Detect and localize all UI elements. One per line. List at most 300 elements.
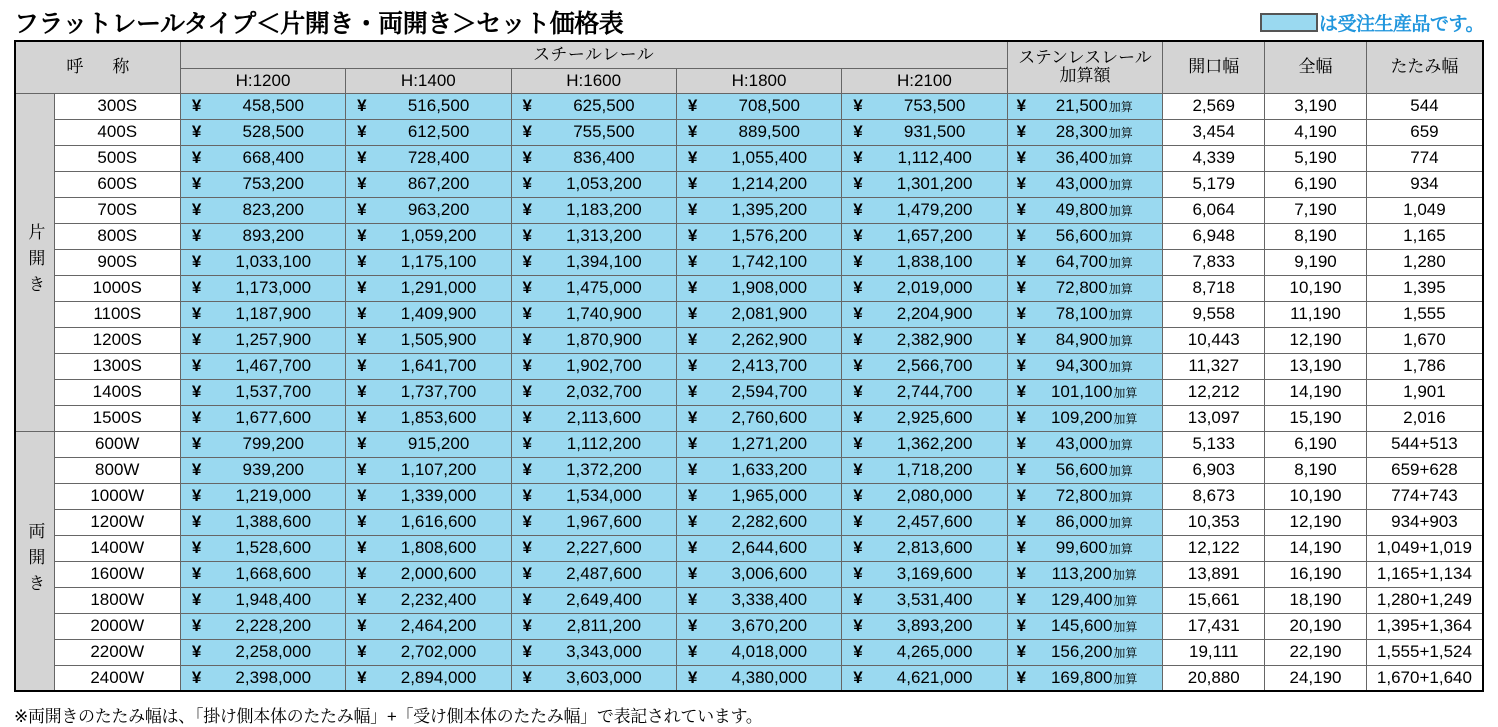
yen-sign-icon: ¥: [853, 122, 863, 142]
yen-sign-icon: ¥: [687, 252, 698, 272]
cell-opening-width: 2,569: [1163, 93, 1265, 119]
price-value: 1,107,200: [400, 460, 477, 480]
cell-steel-price: [676, 171, 841, 197]
cell-steel-price: [511, 301, 676, 327]
price-value: 2,228,200: [235, 616, 312, 636]
cell-stainless-surcharge: [1007, 613, 1163, 639]
cell-steel-price: [180, 639, 345, 665]
cell-folded-width: 1,555+1,524: [1366, 639, 1483, 665]
cell-steel-price: [842, 145, 1007, 171]
cell-steel-price: [346, 379, 511, 405]
table-row: [15, 249, 1483, 275]
yen-sign-icon: ¥: [191, 590, 202, 610]
table-row: [15, 275, 1483, 301]
cell-total-width: 14,190: [1265, 535, 1367, 561]
surcharge-suffix: 加算: [1113, 646, 1138, 661]
row-group-label-text: 両開き: [25, 521, 45, 600]
cell-steel-price: [180, 665, 345, 691]
cell-opening-width: 10,353: [1163, 509, 1265, 535]
cell-model-name: 1600W: [54, 561, 180, 587]
price-value: 1,055,400: [731, 148, 808, 168]
cell-steel-price: [180, 457, 345, 483]
cell-steel-price: [511, 197, 676, 223]
cell-steel-price: [180, 379, 345, 405]
cell-steel-price: [180, 301, 345, 327]
cell-folded-width: 1,049+1,019: [1366, 535, 1483, 561]
yen-sign-icon: ¥: [687, 330, 698, 350]
cell-steel-price: [346, 483, 511, 509]
yen-sign-icon: ¥: [853, 148, 863, 168]
price-value: 2,398,000: [235, 667, 312, 687]
cell-stainless-surcharge: [1007, 353, 1163, 379]
surcharge-value: 99,600: [1055, 538, 1108, 558]
cell-total-width: 14,190: [1265, 379, 1367, 405]
row-group-label: [15, 93, 54, 431]
cell-stainless-surcharge: [1007, 379, 1163, 405]
cell-folded-width: 544+513: [1366, 431, 1483, 457]
yen-sign-icon: ¥: [522, 512, 532, 532]
surcharge-suffix: 加算: [1113, 671, 1138, 686]
yen-sign-icon: ¥: [522, 200, 532, 220]
price-value: 1,677,600: [235, 408, 312, 428]
column-header-name: 呼 称: [15, 41, 180, 93]
price-value: 2,594,700: [731, 382, 808, 402]
column-header-h1800: H:1800: [676, 68, 841, 93]
surcharge-value: 28,300: [1055, 122, 1108, 142]
cell-opening-width: 5,133: [1163, 431, 1265, 457]
yen-sign-icon: ¥: [853, 667, 863, 687]
price-value: 1,718,200: [896, 460, 973, 480]
surcharge-value: 64,700: [1055, 252, 1108, 272]
cell-steel-price: [511, 483, 676, 509]
cell-model-name: 1500S: [54, 405, 180, 431]
surcharge-value: 94,300: [1055, 356, 1108, 376]
cell-stainless-surcharge: [1007, 145, 1163, 171]
cell-steel-price: [346, 171, 511, 197]
yen-sign-icon: ¥: [1016, 408, 1027, 428]
cell-steel-price: [346, 535, 511, 561]
cell-model-name: 400S: [54, 119, 180, 145]
yen-sign-icon: ¥: [191, 434, 202, 454]
cell-stainless-surcharge: [1007, 327, 1163, 353]
cell-stainless-surcharge: [1007, 483, 1163, 509]
cell-steel-price: [346, 223, 511, 249]
price-value: 3,531,400: [896, 590, 973, 610]
stainless-line-1: ステンレスレール: [1018, 48, 1152, 68]
price-value: 2,382,900: [896, 330, 973, 350]
cell-stainless-surcharge: [1007, 639, 1163, 665]
yen-sign-icon: ¥: [357, 148, 367, 168]
price-value: 528,500: [242, 122, 304, 142]
yen-sign-icon: ¥: [687, 564, 698, 584]
surcharge-value: 156,200: [1050, 642, 1113, 662]
cell-opening-width: 12,212: [1163, 379, 1265, 405]
price-value: 1,388,600: [235, 512, 312, 532]
cell-opening-width: 15,661: [1163, 587, 1265, 613]
cell-steel-price: [842, 275, 1007, 301]
page-header: [14, 0, 1484, 40]
surcharge-value: 56,600: [1055, 226, 1108, 246]
price-value: 1,737,700: [400, 382, 477, 402]
cell-opening-width: 12,122: [1163, 535, 1265, 561]
yen-sign-icon: ¥: [853, 252, 863, 272]
yen-sign-icon: ¥: [522, 122, 532, 142]
yen-sign-icon: ¥: [1016, 356, 1027, 376]
surcharge-value: 169,800: [1050, 667, 1113, 687]
cell-steel-price: [180, 145, 345, 171]
price-value: 2,019,000: [896, 278, 973, 298]
yen-sign-icon: ¥: [357, 642, 367, 662]
cell-steel-price: [676, 275, 841, 301]
cell-steel-price: [676, 119, 841, 145]
table-row: [15, 457, 1483, 483]
price-value: 915,200: [407, 434, 470, 454]
cell-stainless-surcharge: [1007, 249, 1163, 275]
yen-sign-icon: ¥: [191, 278, 202, 298]
cell-steel-price: [511, 613, 676, 639]
price-value: 1,870,900: [566, 330, 642, 350]
table-row: [15, 171, 1483, 197]
price-value: 1,633,200: [731, 460, 808, 480]
yen-sign-icon: ¥: [853, 512, 863, 532]
yen-sign-icon: ¥: [687, 304, 698, 324]
column-header-opening-width: 開口幅: [1163, 41, 1265, 93]
cell-stainless-surcharge: [1007, 171, 1163, 197]
cell-steel-price: [511, 249, 676, 275]
yen-sign-icon: ¥: [522, 226, 532, 246]
surcharge-value: 43,000: [1055, 434, 1108, 454]
cell-steel-price: [676, 223, 841, 249]
price-value: 2,487,600: [566, 564, 642, 584]
cell-steel-price: [346, 457, 511, 483]
cell-steel-price: [842, 665, 1007, 691]
price-value: 931,500: [903, 122, 966, 142]
cell-steel-price: [676, 587, 841, 613]
surcharge-value: 113,200: [1051, 564, 1112, 584]
yen-sign-icon: ¥: [853, 96, 863, 116]
cell-steel-price: [511, 327, 676, 353]
price-value: 3,670,200: [731, 616, 808, 636]
price-value: 2,080,000: [896, 486, 973, 506]
yen-sign-icon: ¥: [522, 564, 532, 584]
price-value: 1,394,100: [566, 252, 642, 272]
surcharge-value: 78,100: [1055, 304, 1108, 324]
price-value: 2,262,900: [731, 330, 808, 350]
surcharge-suffix: 加算: [1112, 568, 1137, 583]
surcharge-value: 72,800: [1055, 278, 1108, 298]
yen-sign-icon: ¥: [1016, 330, 1027, 350]
yen-sign-icon: ¥: [522, 408, 532, 428]
cell-total-width: 13,190: [1265, 353, 1367, 379]
yen-sign-icon: ¥: [191, 174, 202, 194]
surcharge-value: 21,500: [1055, 96, 1108, 116]
cell-steel-price: [511, 535, 676, 561]
cell-steel-price: [180, 327, 345, 353]
price-value: 2,113,600: [566, 408, 642, 428]
cell-model-name: 700S: [54, 197, 180, 223]
yen-sign-icon: ¥: [853, 226, 863, 246]
yen-sign-icon: ¥: [357, 460, 367, 480]
cell-total-width: 12,190: [1265, 509, 1367, 535]
yen-sign-icon: ¥: [191, 148, 202, 168]
price-value: 1,505,900: [400, 330, 477, 350]
price-value: 939,200: [242, 460, 304, 480]
cell-steel-price: [346, 639, 511, 665]
cell-steel-price: [511, 639, 676, 665]
cell-steel-price: [346, 431, 511, 457]
row-group-label-text: 片開き: [25, 223, 45, 301]
price-value: 1,033,100: [235, 252, 312, 272]
surcharge-suffix: 加算: [1108, 516, 1133, 531]
yen-sign-icon: ¥: [853, 200, 863, 220]
cell-steel-price: [346, 93, 511, 119]
cell-steel-price: [180, 171, 345, 197]
table-row: [15, 613, 1483, 639]
price-value: 3,006,600: [731, 564, 808, 584]
surcharge-value: 36,400: [1055, 148, 1108, 168]
column-header-total-width: 全幅: [1265, 41, 1367, 93]
yen-sign-icon: ¥: [522, 174, 532, 194]
yen-sign-icon: ¥: [687, 590, 698, 610]
price-value: 1,173,000: [235, 278, 312, 298]
yen-sign-icon: ¥: [357, 538, 367, 558]
cell-steel-price: [180, 535, 345, 561]
cell-model-name: 900S: [54, 249, 180, 275]
column-header-steel-rail: スチールレール: [180, 41, 1007, 68]
yen-sign-icon: ¥: [1016, 564, 1027, 584]
price-value: 1,537,700: [235, 382, 312, 402]
price-value: 1,175,100: [400, 252, 477, 272]
price-value: 867,200: [407, 174, 470, 194]
cell-steel-price: [842, 431, 1007, 457]
cell-steel-price: [180, 587, 345, 613]
cell-folded-width: 1,280+1,249: [1366, 587, 1483, 613]
legend: [1260, 9, 1484, 36]
price-value: 2,649,400: [566, 590, 642, 610]
price-value: 1,313,200: [566, 226, 642, 246]
yen-sign-icon: ¥: [687, 122, 698, 142]
yen-sign-icon: ¥: [357, 356, 367, 376]
yen-sign-icon: ¥: [853, 616, 863, 636]
yen-sign-icon: ¥: [357, 252, 367, 272]
yen-sign-icon: ¥: [191, 382, 202, 402]
yen-sign-icon: ¥: [522, 460, 532, 480]
yen-sign-icon: ¥: [357, 590, 367, 610]
cell-steel-price: [676, 509, 841, 535]
table-row: [15, 509, 1483, 535]
cell-steel-price: [511, 457, 676, 483]
price-value: 755,500: [573, 122, 635, 142]
cell-steel-price: [511, 145, 676, 171]
cell-steel-price: [511, 509, 676, 535]
yen-sign-icon: ¥: [1016, 174, 1027, 194]
cell-model-name: 1000W: [54, 483, 180, 509]
cell-steel-price: [180, 613, 345, 639]
price-value: 2,744,700: [896, 382, 973, 402]
cell-total-width: 6,190: [1265, 431, 1367, 457]
cell-steel-price: [346, 249, 511, 275]
cell-steel-price: [180, 483, 345, 509]
price-value: 3,603,000: [566, 667, 642, 687]
cell-opening-width: 13,097: [1163, 405, 1265, 431]
cell-steel-price: [511, 431, 676, 457]
price-value: 2,258,000: [235, 642, 312, 662]
yen-sign-icon: ¥: [687, 616, 698, 636]
yen-sign-icon: ¥: [522, 148, 532, 168]
surcharge-suffix: 加算: [1108, 464, 1133, 479]
yen-sign-icon: ¥: [191, 667, 202, 687]
cell-steel-price: [676, 431, 841, 457]
cell-model-name: 2400W: [54, 665, 180, 691]
price-value: 1,467,700: [235, 356, 312, 376]
yen-sign-icon: ¥: [687, 382, 698, 402]
price-value: 2,457,600: [896, 512, 973, 532]
surcharge-suffix: 加算: [1108, 334, 1133, 349]
cell-steel-price: [346, 145, 511, 171]
price-value: 1,053,200: [566, 174, 642, 194]
cell-steel-price: [346, 353, 511, 379]
price-value: 823,200: [242, 200, 304, 220]
price-value: 625,500: [573, 96, 635, 116]
cell-steel-price: [511, 275, 676, 301]
cell-steel-price: [511, 665, 676, 691]
cell-model-name: 2200W: [54, 639, 180, 665]
price-value: 1,616,600: [400, 512, 477, 532]
stainless-line-2: 加算額: [1059, 66, 1111, 86]
yen-sign-icon: ¥: [687, 96, 698, 116]
yen-sign-icon: ¥: [357, 174, 367, 194]
yen-sign-icon: ¥: [687, 148, 698, 168]
price-value: 612,500: [407, 122, 470, 142]
cell-folded-width: 774+743: [1366, 483, 1483, 509]
price-value: 1,534,000: [566, 486, 642, 506]
yen-sign-icon: ¥: [191, 96, 202, 116]
yen-sign-icon: ¥: [191, 564, 202, 584]
yen-sign-icon: ¥: [1016, 278, 1027, 298]
cell-opening-width: 13,891: [1163, 561, 1265, 587]
cell-steel-price: [842, 327, 1007, 353]
cell-folded-width: 1,555: [1366, 301, 1483, 327]
yen-sign-icon: ¥: [853, 330, 863, 350]
surcharge-suffix: 加算: [1108, 100, 1133, 115]
price-value: 728,400: [407, 148, 470, 168]
price-table: [14, 40, 1484, 692]
yen-sign-icon: ¥: [191, 304, 202, 324]
yen-sign-icon: ¥: [191, 200, 202, 220]
cell-opening-width: 7,833: [1163, 249, 1265, 275]
price-value: 2,227,600: [566, 538, 642, 558]
price-value: 1,967,600: [566, 512, 642, 532]
table-row: [15, 639, 1483, 665]
yen-sign-icon: ¥: [522, 667, 532, 687]
cell-steel-price: [180, 561, 345, 587]
surcharge-suffix: 加算: [1108, 282, 1133, 297]
cell-steel-price: [180, 509, 345, 535]
cell-steel-price: [180, 119, 345, 145]
yen-sign-icon: ¥: [853, 304, 863, 324]
table-row: [15, 431, 1483, 457]
surcharge-suffix: 加算: [1108, 230, 1133, 245]
yen-sign-icon: ¥: [1016, 460, 1027, 480]
cell-total-width: 22,190: [1265, 639, 1367, 665]
cell-opening-width: 8,673: [1163, 483, 1265, 509]
price-value: 1,740,900: [566, 304, 642, 324]
cell-steel-price: [676, 665, 841, 691]
cell-folded-width: 2,016: [1366, 405, 1483, 431]
price-value: 1,183,200: [566, 200, 642, 220]
yen-sign-icon: ¥: [687, 408, 698, 428]
cell-total-width: 18,190: [1265, 587, 1367, 613]
yen-sign-icon: ¥: [853, 382, 863, 402]
table-row: [15, 353, 1483, 379]
yen-sign-icon: ¥: [1016, 538, 1027, 558]
cell-steel-price: [346, 613, 511, 639]
cell-model-name: 600S: [54, 171, 180, 197]
yen-sign-icon: ¥: [853, 538, 863, 558]
cell-total-width: 9,190: [1265, 249, 1367, 275]
yen-sign-icon: ¥: [1016, 590, 1027, 610]
cell-steel-price: [676, 249, 841, 275]
price-value: 3,338,400: [731, 590, 808, 610]
table-row: [15, 327, 1483, 353]
price-value: 1,902,700: [566, 356, 642, 376]
cell-model-name: 1000S: [54, 275, 180, 301]
price-value: 1,395,200: [731, 200, 808, 220]
cell-stainless-surcharge: [1007, 431, 1163, 457]
surcharge-value: 72,800: [1055, 486, 1108, 506]
cell-steel-price: [676, 561, 841, 587]
price-value: 2,413,700: [731, 356, 808, 376]
surcharge-suffix: 加算: [1113, 620, 1138, 635]
footnote: ※両開きのたたみ幅は、「掛け側本体のたたみ幅」+「受け側本体のたたみ幅」で表記されています。: [14, 707, 763, 726]
yen-sign-icon: ¥: [853, 434, 863, 454]
cell-steel-price: [842, 561, 1007, 587]
price-value: 1,291,000: [400, 278, 477, 298]
price-value: 753,200: [242, 174, 304, 194]
table-header: [15, 41, 1483, 93]
cell-opening-width: 11,327: [1163, 353, 1265, 379]
price-value: 2,204,900: [896, 304, 973, 324]
price-value: 2,282,600: [731, 512, 808, 532]
price-value: 1,409,900: [400, 304, 477, 324]
yen-sign-icon: ¥: [191, 252, 202, 272]
cell-total-width: 8,190: [1265, 457, 1367, 483]
yen-sign-icon: ¥: [853, 356, 863, 376]
cell-steel-price: [180, 223, 345, 249]
cell-stainless-surcharge: [1007, 119, 1163, 145]
surcharge-suffix: 加算: [1113, 386, 1138, 401]
price-value: 1,372,200: [566, 460, 642, 480]
price-value: 3,343,000: [566, 642, 642, 662]
column-header-folded-width: たたみ幅: [1366, 41, 1483, 93]
price-value: 1,339,000: [400, 486, 477, 506]
price-value: 2,000,600: [400, 564, 477, 584]
cell-steel-price: [842, 249, 1007, 275]
cell-steel-price: [511, 171, 676, 197]
yen-sign-icon: ¥: [522, 538, 532, 558]
cell-folded-width: 1,165+1,134: [1366, 561, 1483, 587]
table-row: [15, 379, 1483, 405]
yen-sign-icon: ¥: [853, 460, 863, 480]
price-value: 1,965,000: [731, 486, 808, 506]
yen-sign-icon: ¥: [191, 122, 202, 142]
yen-sign-icon: ¥: [853, 564, 863, 584]
yen-sign-icon: ¥: [522, 382, 532, 402]
price-value: 1,271,200: [731, 434, 808, 454]
cell-model-name: 1200W: [54, 509, 180, 535]
cell-opening-width: 17,431: [1163, 613, 1265, 639]
cell-stainless-surcharge: [1007, 197, 1163, 223]
